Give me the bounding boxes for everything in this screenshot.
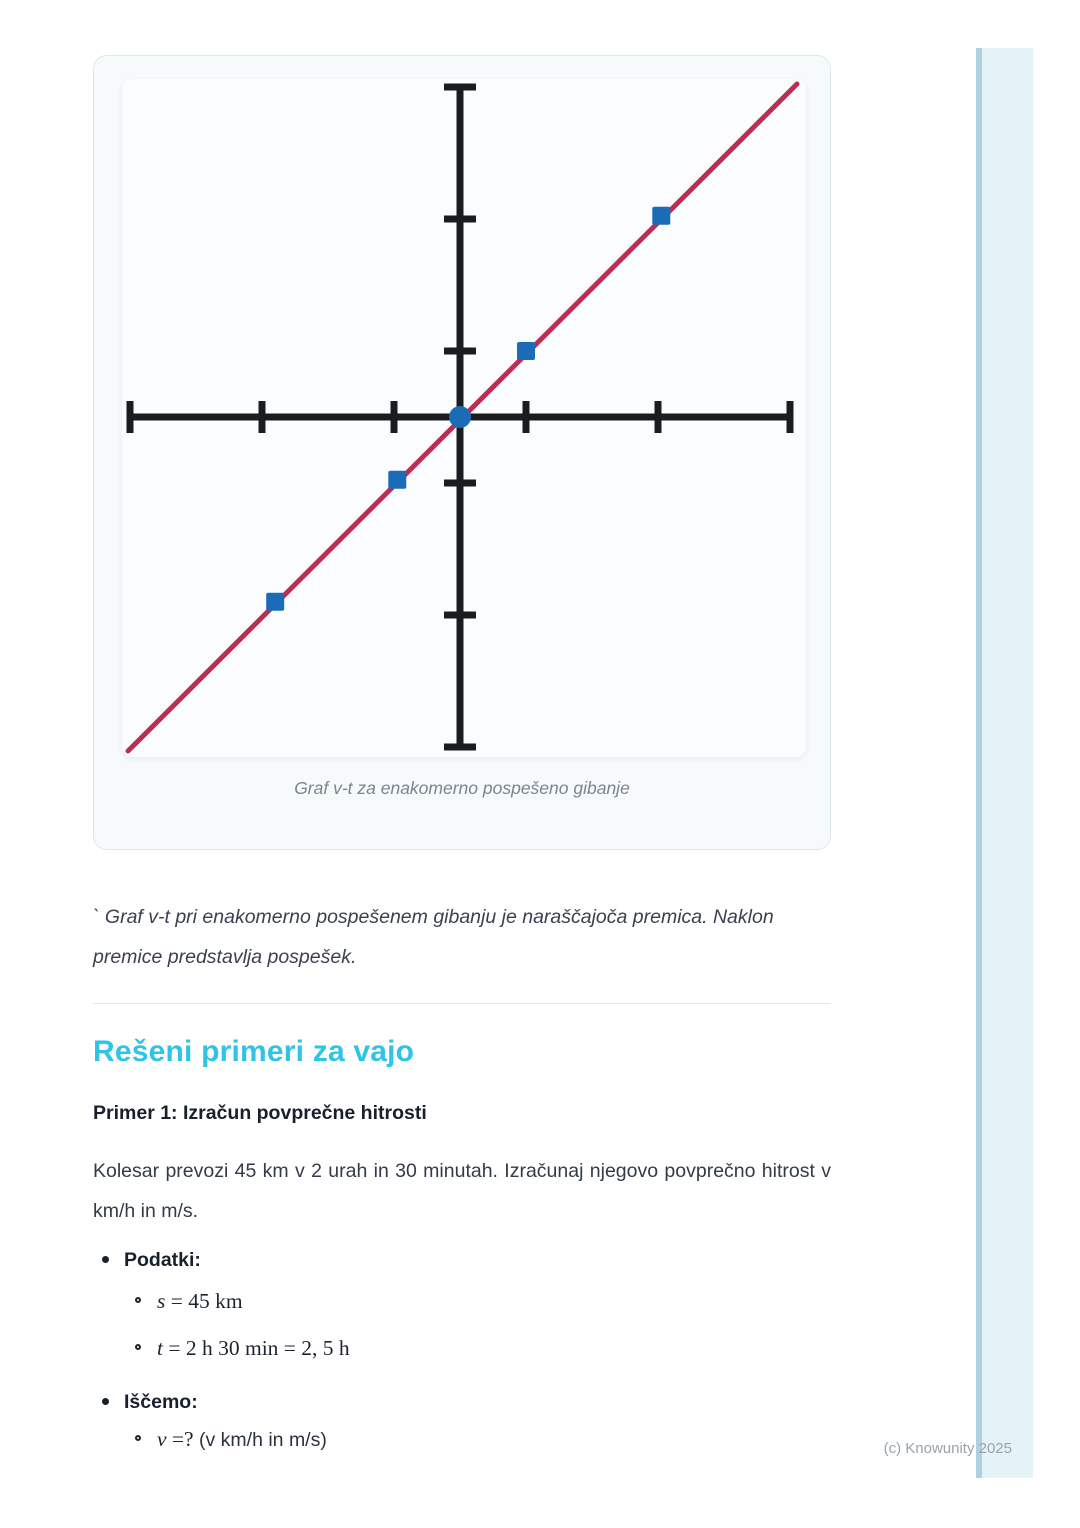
problem-text: Kolesar prevozi 45 km v 2 urah in 30 minutah. Izračunaj njegovo povprečno hitrost v km/h in m/s. <box>93 1160 831 1222</box>
section-divider <box>93 1003 831 1004</box>
math-expression: t = 2 h 30 min = 2, 5 h <box>157 1336 350 1360</box>
bullet-podatki <box>93 1248 831 1272</box>
sub-bullet-circle-icon <box>135 1297 141 1303</box>
data-item-s <box>93 1288 831 1317</box>
example-title: Primer 1: Izračun povprečne hitrosti <box>93 1102 427 1124</box>
example-bullet-list <box>93 1248 831 1455</box>
figure-caption: Graf v-t za enakomerno pospešeno gibanje <box>294 778 630 798</box>
sub-bullet-circle-icon <box>135 1344 141 1350</box>
vt-graph-panel <box>122 79 806 757</box>
math-expression: s = 45 km <box>157 1289 243 1313</box>
sub-bullet-circle-icon <box>135 1435 141 1441</box>
unit-hint: (v km/h in m/s) <box>193 1429 327 1451</box>
bullet-dot-icon <box>102 1256 109 1263</box>
copyright-notice: (c) Knowunity 2025 <box>883 1440 1012 1457</box>
vt-graph-svg <box>122 79 806 757</box>
bullet-label: Podatki: <box>124 1249 201 1271</box>
bullet-label: Iščemo: <box>124 1391 198 1413</box>
section-heading: Rešeni primeri za vajo <box>93 1035 415 1068</box>
scrollbar-track[interactable] <box>976 48 1033 1478</box>
data-item-t <box>93 1335 831 1364</box>
figure-note: ` Graf v-t pri enakomerno pospešenem gibanju je naraščajoča premica. Naklon premice predstavlja pospešek. <box>93 906 774 968</box>
math-expression: v =? <box>157 1427 194 1451</box>
figure-card <box>93 55 831 850</box>
data-item-v <box>93 1426 831 1455</box>
bullet-iscemo <box>93 1390 831 1414</box>
bullet-dot-icon <box>102 1398 109 1405</box>
